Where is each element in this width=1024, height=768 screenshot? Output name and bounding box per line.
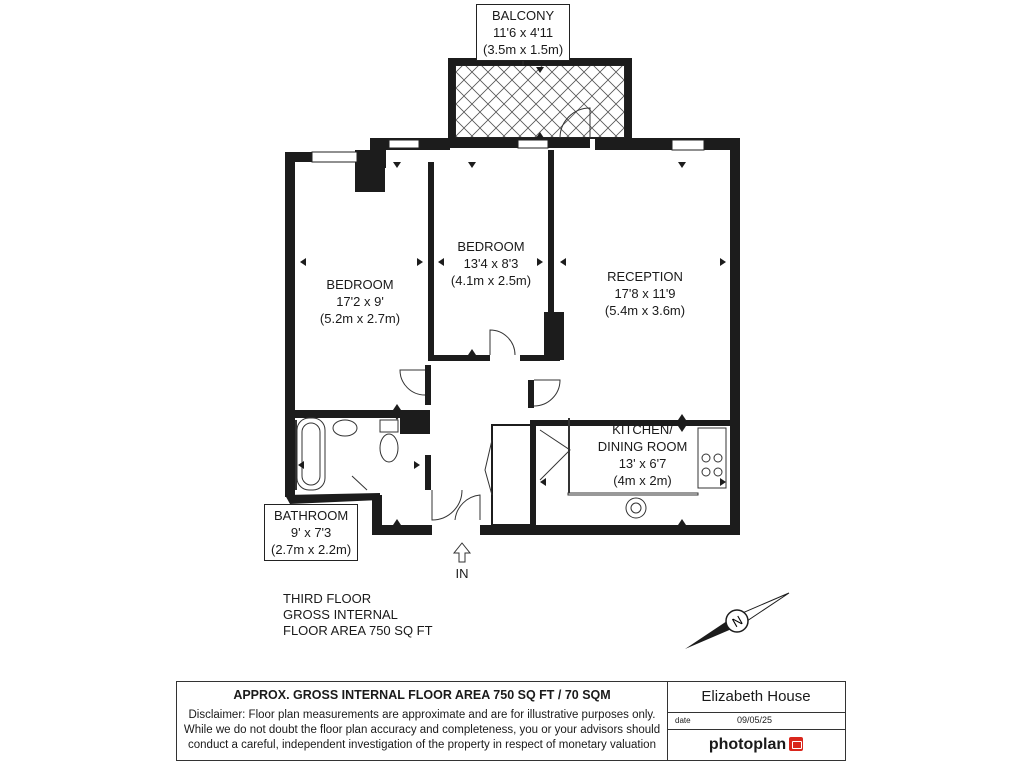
disclaimer-text [177, 708, 667, 753]
entrance-label: IN [455, 566, 469, 581]
room-size-imperial: 13'4 x 8'3 [463, 256, 519, 271]
floor-note-line3: FLOOR AREA 750 SQ FT [283, 623, 433, 638]
room-name: BEDROOM [326, 277, 394, 292]
property-info [667, 682, 845, 760]
floor-note-line1: THIRD FLOOR [283, 591, 372, 606]
room-name-line1: KITCHEN/ [612, 422, 673, 437]
floor-area-note [283, 591, 433, 639]
date-key: date [675, 716, 691, 725]
disclaimer-line1: Disclaimer: Floor plan measurements are approximate and are for illustrative purposes only. [188, 709, 656, 721]
room-size-imperial: 9' x 7'3 [290, 525, 332, 540]
room-size-metric: (2.7m x 2.2m) [271, 542, 352, 557]
photoplan-logo [667, 730, 845, 760]
room-size-metric: (4.1m x 2.5m) [450, 273, 532, 288]
room-name-line2: DINING ROOM [597, 439, 688, 454]
kitchen-label [590, 421, 695, 489]
date-row [667, 713, 845, 730]
room-name: RECEPTION [607, 269, 683, 284]
bedroom1-label [310, 276, 410, 327]
entrance-arrow-icon [454, 543, 470, 562]
reception-label [595, 268, 695, 319]
room-size-metric: (4m x 2m) [613, 473, 672, 488]
balcony-label [476, 4, 570, 61]
floor-note-line2: GROSS INTERNAL [283, 607, 398, 622]
disclaimer-line2: While we do not doubt the floor plan accuracy and completeness, you or your advisors should [183, 724, 661, 736]
bathroom-fixtures [297, 418, 398, 490]
room-size-imperial: 17'2 x 9' [336, 294, 384, 309]
brand-name: photoplan [708, 736, 787, 753]
bathroom-label [264, 504, 358, 561]
room-size-metric: (5.4m x 3.6m) [604, 303, 686, 318]
date-value: 09/05/25 [737, 715, 773, 725]
bedroom2-label [440, 238, 542, 289]
room-name: BALCONY [492, 8, 555, 23]
disclaimer-line3: conduct a careful, independent investigation of the property in respect of monetary valuation [188, 739, 656, 751]
room-size-imperial: 11'6 x 4'11 [493, 25, 554, 40]
room-size-metric: (3.5m x 1.5m) [483, 42, 564, 57]
room-size-metric: (5.2m x 2.7m) [319, 311, 401, 326]
gross-area-heading: APPROX. GROSS INTERNAL FLOOR AREA 750 SQ FT / 70 SQM [233, 688, 611, 702]
compass-north-icon [685, 593, 789, 649]
disclaimer-section [177, 682, 668, 760]
room-name: BATHROOM [274, 508, 349, 523]
room-name: BEDROOM [457, 239, 525, 254]
svg-text:N: N [729, 612, 746, 631]
photoplan-logo-icon [789, 737, 803, 751]
room-size-imperial: 17'8 x 11'9 [614, 286, 676, 301]
property-name: Elizabeth House [667, 682, 845, 713]
room-size-imperial: 13' x 6'7 [618, 456, 667, 471]
footer-panel [176, 681, 846, 761]
